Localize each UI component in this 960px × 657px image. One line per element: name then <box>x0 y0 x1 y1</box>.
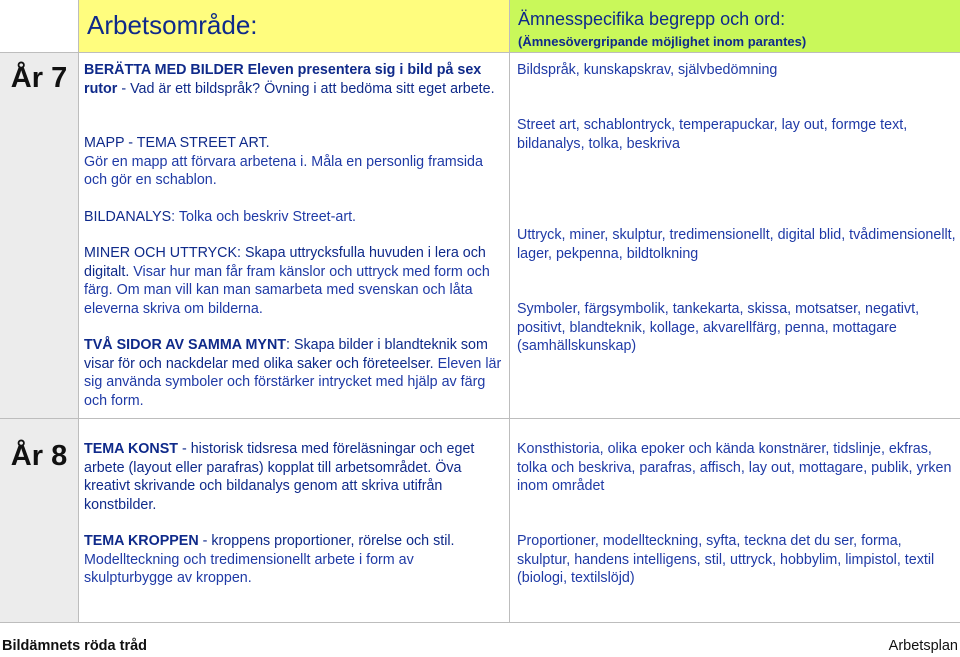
ar7-block-mapp <box>84 134 504 190</box>
footer-doc-label: Arbetsplan <box>888 638 958 654</box>
ar7-tva-sidor-text: : Skapa bilder i blandteknik som visar för och nackdelar med olika saker och företeelser. <box>84 337 488 372</box>
ar8-tema-konst-text: - historisk tidsresa med föreläsningar och eget arbete (layout eller parafras) kopplat till arbetsområdet. Öva kreativt skrivande och bildanalys genom att skriva utifrån konstbilder. <box>84 441 475 513</box>
ar7-tva-sidor-label: TVÅ SIDOR AV SAMMA MYNT <box>84 337 287 353</box>
year-7-label: År 7 <box>10 62 68 94</box>
ar8-concepts-2: Proportioner, modellteckning, syfta, teckna det du ser, forma, skulptur, handens intelligens, stil, uttryck, hobbylim, limpistol, textil (biologi, textilslöjd) <box>517 533 935 587</box>
ar7-concepts-2: Street art, schablontryck, temperapuckar, lay out, formge text, bildanalys, tolka, beskriva <box>517 117 908 152</box>
ar8-concepts-1: Konsthistoria, olika epoker och kända konstnärer, tidslinje, ekfras, tolka och beskriva, parafras, affisch, lay out, mottagare, publik, yrken inom området <box>517 441 952 495</box>
ar7-miner-label: MINER OCH UTTRYCK <box>84 245 238 261</box>
header-concepts-subtitle: (Ämnesövergripande möjlighet inom parantes) <box>518 34 807 49</box>
divider <box>0 418 960 419</box>
ar7-mapp-text: Gör en mapp att förvara arbetena i. Måla en personlig framsida och gör en schablon. <box>84 153 483 189</box>
ar7-beratta-text: - Vad är ett bildspråk? Övning i att bedöma sitt eget arbete. <box>117 80 495 97</box>
ar7-miner-text: : Skapa uttrycksfulla huvuden i lera och digitalt. <box>84 245 486 280</box>
ar7-bildanalys-text: : Tolka och beskriv Street-art. <box>171 209 357 225</box>
ar7-concepts-3: Uttryck, miner, skulptur, tredimensionellt, digital blid, tvådimensionellt, lager, pekpenna, bildtolkning <box>517 227 956 262</box>
year-8-label: År 8 <box>10 440 68 472</box>
ar8-tema-kroppen-text: - kroppens proportioner, rörelse och stil. <box>198 533 455 549</box>
ar8-tema-konst-label: TEMA KONST <box>84 441 178 457</box>
ar7-block-miner <box>84 244 504 318</box>
header-work-area-title: Arbetsområde: <box>87 10 258 40</box>
header-concepts <box>510 0 960 52</box>
ar7-concepts-4: Symboler, färgsymbolik, tankekarta, skissa, motsatser, negativt, positivt, blandteknik, kollage, akvarellfärg, penna, mottagare (samhällskunskap) <box>517 301 920 355</box>
ar7-miner-text-2: Visar hur man får fram känslor och uttryck med form och färg. Om man vill kan man samarbeta med svenskan och låta eleverna skriva om bilderna. <box>84 263 490 317</box>
footer-title: Bildämnets röda tråd <box>2 638 148 654</box>
ar7-tva-sidor-text-2: Eleven lär sig använda symboler och förstärker intrycket med hjälp av färg och form. <box>84 355 502 409</box>
ar8-block-tema-kroppen <box>84 532 504 588</box>
ar7-block-beratta <box>84 61 504 98</box>
ar8-tema-kroppen-label: TEMA KROPPEN <box>84 533 199 549</box>
ar7-mapp-title: MAPP - TEMA STREET ART. <box>84 135 270 151</box>
ar7-block-tva-sidor <box>84 336 504 410</box>
header-concepts-title: Ämnesspecifika begrepp och ord: <box>518 9 786 29</box>
year-column <box>0 52 78 622</box>
header-work-area <box>79 0 509 52</box>
ar7-block-bildanalys <box>84 208 504 227</box>
divider <box>78 0 79 622</box>
ar7-beratta-bold: BERÄTTA MED BILDER Eleven presentera sig i bild på sex rutor <box>84 62 482 97</box>
ar8-block-tema-konst <box>84 440 504 514</box>
divider <box>0 622 960 623</box>
divider <box>0 52 960 53</box>
ar7-concepts-1: Bildspråk, kunskapskrav, självbedömning <box>517 62 778 78</box>
ar8-tema-kroppen-text-2: Modellteckning och tredimensionellt arbete i form av skulpturbygge av kroppen. <box>84 551 414 587</box>
ar7-bildanalys-label: BILDANALYS <box>84 209 172 225</box>
divider <box>509 0 510 622</box>
